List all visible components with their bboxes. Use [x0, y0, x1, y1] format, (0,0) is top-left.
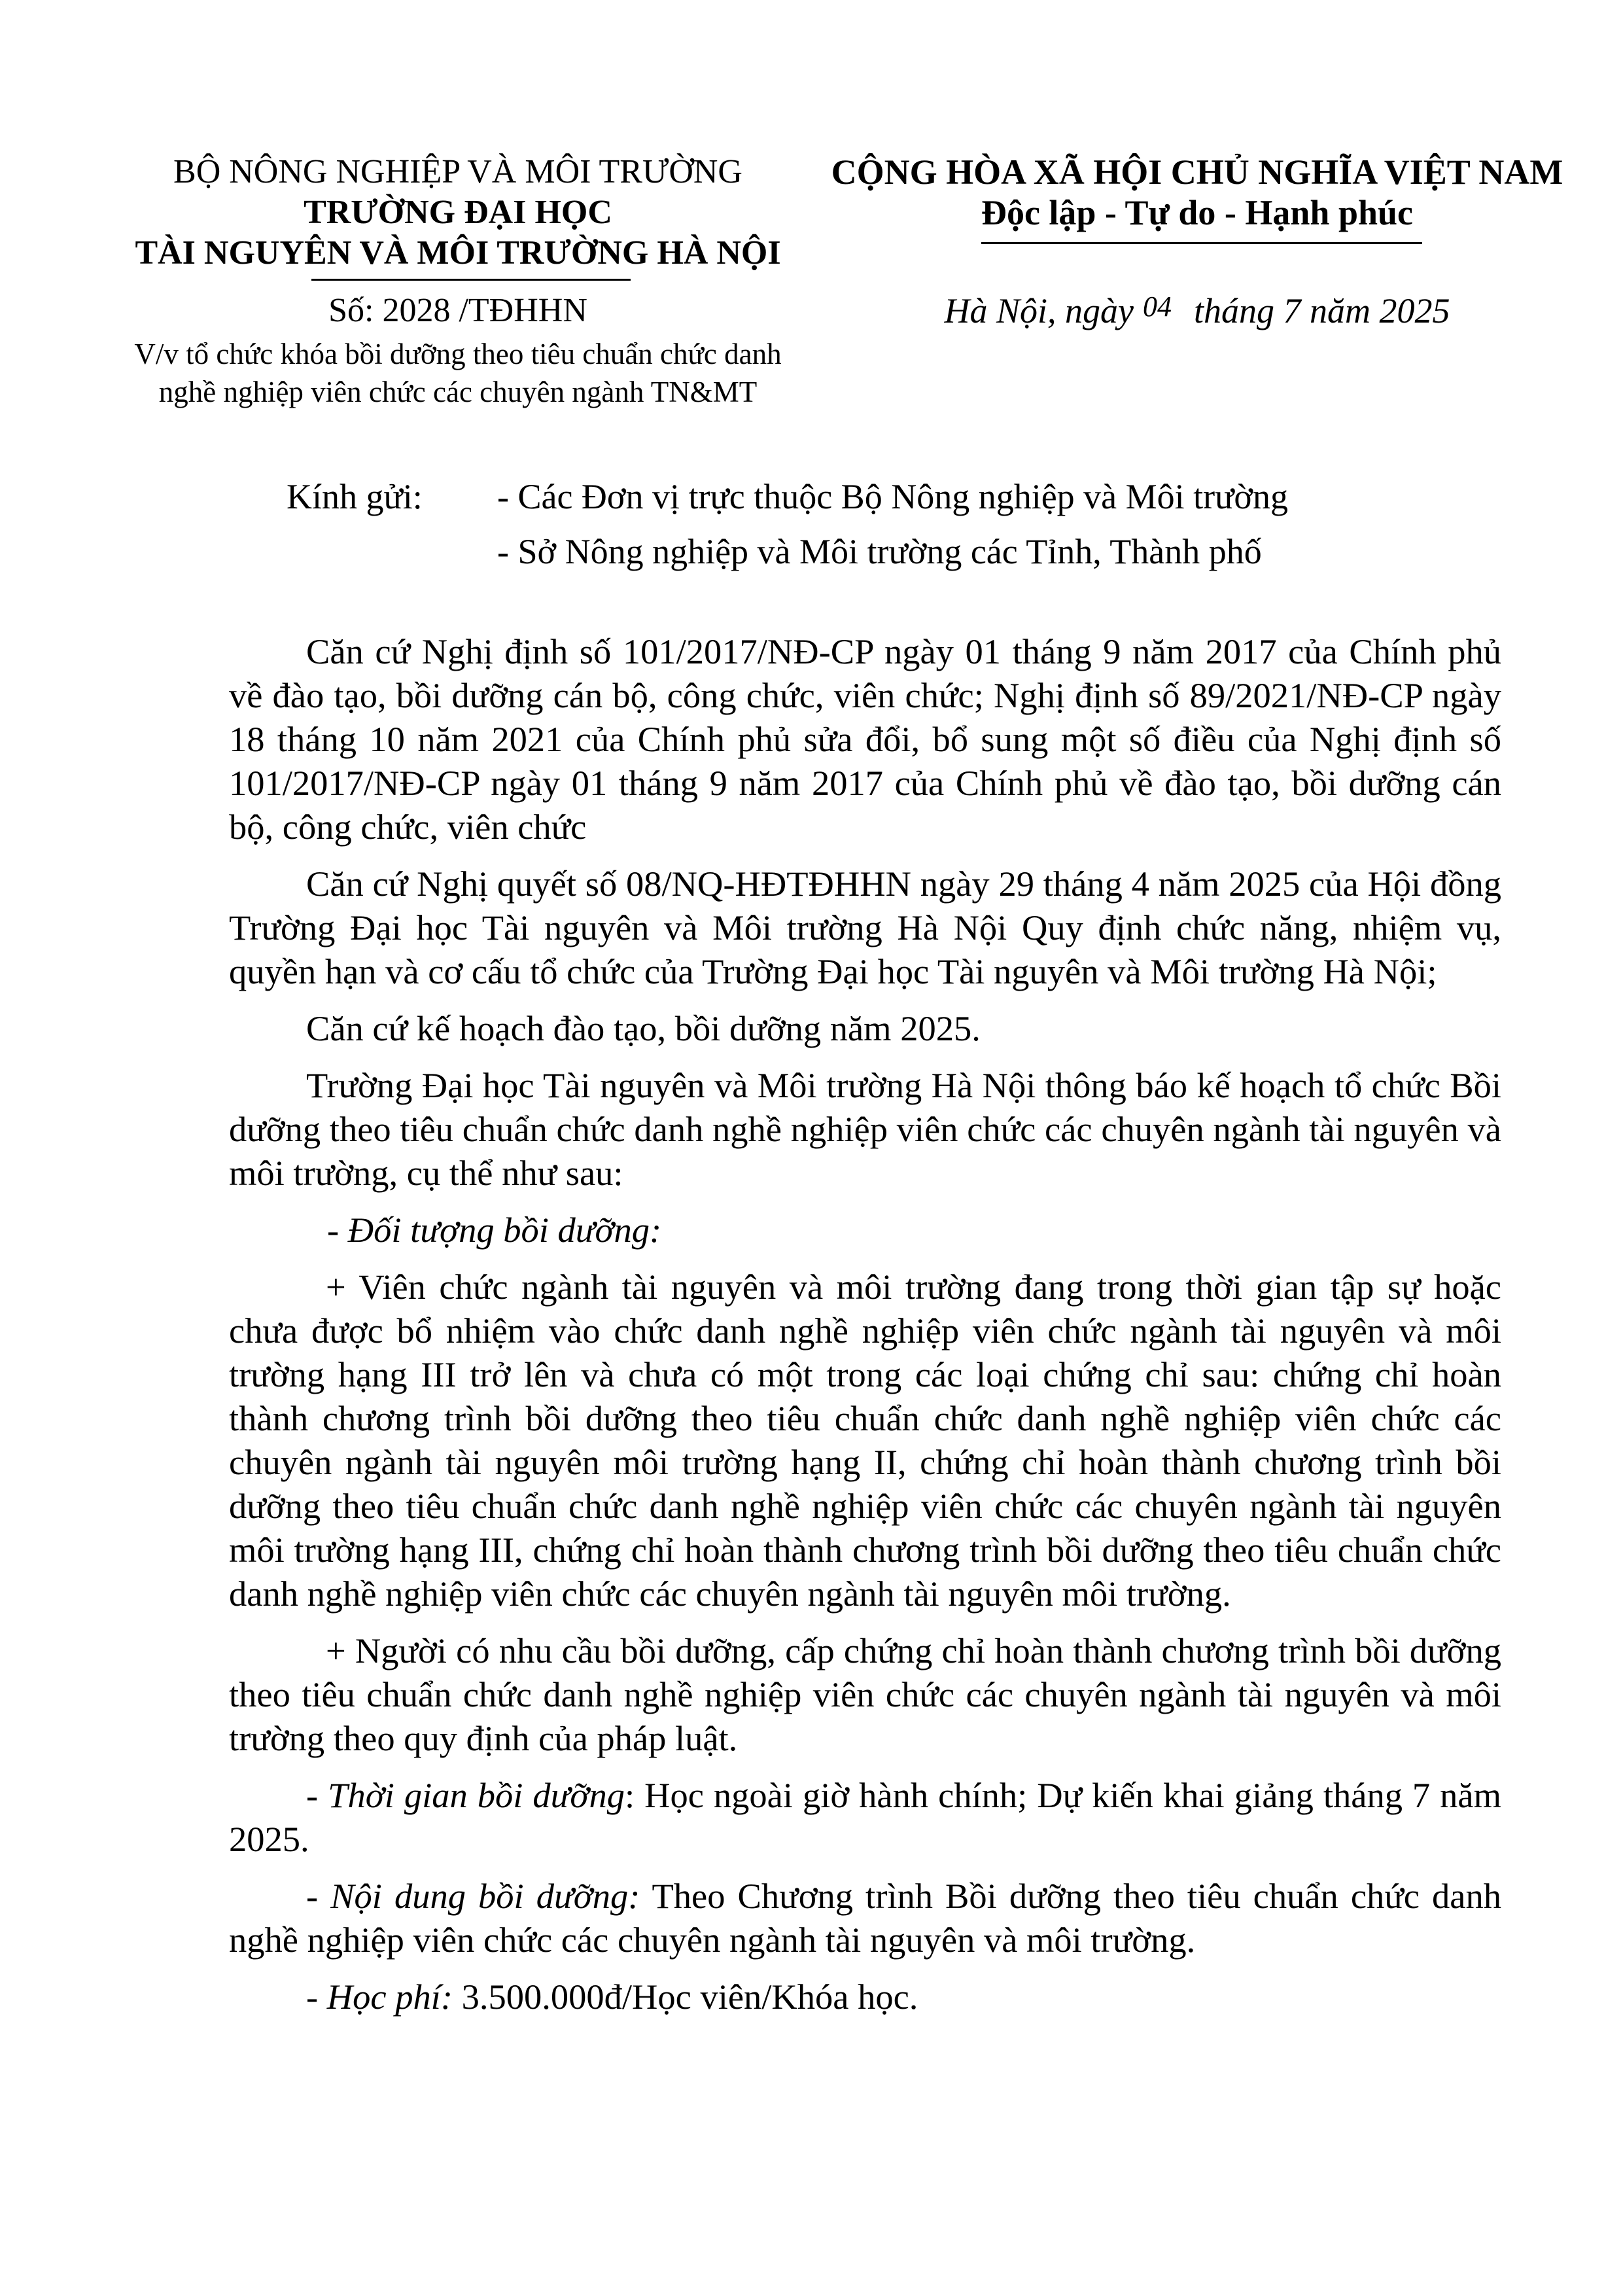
- issuer-block: [111, 152, 805, 274]
- body-paragraph: Căn cứ Nghị định số 101/2017/NĐ-CP ngày 01 tháng 9 năm 2017 của Chính phủ về đào tạo, bồi dưỡng cán bộ, công chức, viên chức; Nghị định số 89/2021/NĐ-CP ngày 18 tháng 10 năm 2021 của Chính phủ sửa đổi, bổ sung một số điều của Nghị định số 101/2017/NĐ-CP ngày 01 tháng 9 năm 2017 của Chính phủ về đào tạo, bồi dưỡng cán bộ, công chức, viên chức: [229, 631, 1501, 847]
- country-name: CỘNG HÒA XÃ HỘI CHỦ NGHĨA VIỆT NAM: [831, 152, 1563, 192]
- content-label: - Nội dung bồi dưỡng:: [306, 1876, 640, 1916]
- date-day: 04: [1143, 291, 1172, 323]
- body-paragraph: Căn cứ kế hoạch đào tạo, bồi dưỡng năm 2025.: [306, 1008, 981, 1048]
- number-value: 2028: [382, 292, 451, 329]
- time-label: - Thời gian bồi dưỡng: [306, 1775, 625, 1815]
- recipient-item: - Các Đơn vị trực thuộc Bộ Nông nghiệp và Môi trường: [497, 477, 1288, 516]
- national-motto: Độc lập - Tự do - Hạnh phúc: [981, 193, 1414, 232]
- national-header: [818, 152, 1577, 233]
- date-prefix: Hà Nội, ngày: [944, 291, 1134, 330]
- content-paragraph: [229, 1874, 1501, 1962]
- document-body: [229, 629, 1501, 2032]
- time-paragraph: [229, 1773, 1501, 1861]
- fee-label: - Học phí:: [306, 1977, 453, 2017]
- document-subject: [111, 335, 805, 411]
- recipients-label: Kính gửi:: [287, 477, 423, 516]
- university-name-line2: TÀI NGUYÊN VÀ MÔI TRƯỜNG HÀ NỘI: [135, 234, 781, 272]
- motto-underline: [981, 242, 1422, 244]
- subject-line-2: nghề nghiệp viên chức các chuyên ngành TN&MT: [158, 376, 758, 408]
- date-suffix: tháng 7 năm 2025: [1194, 291, 1450, 330]
- issuer-underline: [311, 279, 631, 281]
- fee-text: 3.500.000đ/Học viên/Khóa học.: [453, 1977, 918, 2017]
- number-prefix: Số:: [328, 292, 374, 329]
- fee-paragraph: [229, 1975, 1501, 2019]
- ministry-name: BỘ NÔNG NGHIỆP VÀ MÔI TRƯỜNG: [173, 153, 742, 190]
- number-suffix: /TĐHHN: [459, 292, 587, 329]
- university-name-line1: TRƯỜNG ĐẠI HỌC: [304, 194, 612, 231]
- body-paragraph: Căn cứ Nghị quyết số 08/NQ-HĐTĐHHN ngày 29 tháng 4 năm 2025 của Hội đồng Trường Đại học Tài nguyên và Môi trường Hà Nội Quy định chức năng, nhiệm vụ, quyền hạn và cơ cấu tổ chức của Trường Đại học Tài nguyên và Môi trường Hà Nội;: [229, 864, 1501, 991]
- content-text: Theo Chương trình Bồi dưỡng theo tiêu chuẩn chức danh nghề nghiệp viên chức các chuyên ngành tài nguyên và môi trường.: [229, 1876, 1501, 1960]
- target-heading: - Đối tượng bồi dưỡng:: [327, 1210, 662, 1250]
- target-item: + Người có nhu cầu bồi dưỡng, cấp chứng chỉ hoàn thành chương trình bồi dưỡng theo tiêu chuẩn chức danh nghề nghiệp viên chức các chuyên ngành tài nguyên và môi trường theo quy định của pháp luật.: [229, 1631, 1501, 1758]
- recipient-item: - Sở Nông nghiệp và Môi trường các Tỉnh, Thành phố: [497, 532, 1262, 571]
- document-date: [818, 291, 1577, 334]
- subject-line-1: V/v tổ chức khóa bồi dưỡng theo tiêu chuẩn chức danh: [134, 338, 782, 370]
- time-text: : Học ngoài giờ hành chính; Dự kiến khai giảng tháng 7 năm 2025.: [229, 1775, 1501, 1859]
- body-paragraph: Trường Đại học Tài nguyên và Môi trường Hà Nội thông báo kế hoạch tổ chức Bồi dưỡng theo tiêu chuẩn chức danh nghề nghiệp viên chức các chuyên ngành tài nguyên và môi trường, cụ thể như sau:: [229, 1065, 1501, 1193]
- document-number: [111, 291, 805, 331]
- target-item: + Viên chức ngành tài nguyên và môi trường đang trong thời gian tập sự hoặc chưa được bổ nhiệm vào chức danh nghề nghiệp viên chức ngành tài nguyên và môi trường hạng III trở lên và chưa có một trong các loại chứng chỉ sau: chứng chỉ hoàn thành chương trình bồi dưỡng theo tiêu chuẩn chức danh nghề nghiệp viên chức các chuyên ngành tài nguyên môi trường hạng II, chứng chỉ hoàn thành chương trình bồi dưỡng theo tiêu chuẩn chức danh nghề nghiệp viên chức các chuyên ngành tài nguyên môi trường hạng III, chứng chỉ hoàn thành chương trình bồi dưỡng theo tiêu chuẩn chức danh nghề nghiệp viên chức các chuyên ngành tài nguyên môi trường.: [229, 1267, 1501, 1614]
